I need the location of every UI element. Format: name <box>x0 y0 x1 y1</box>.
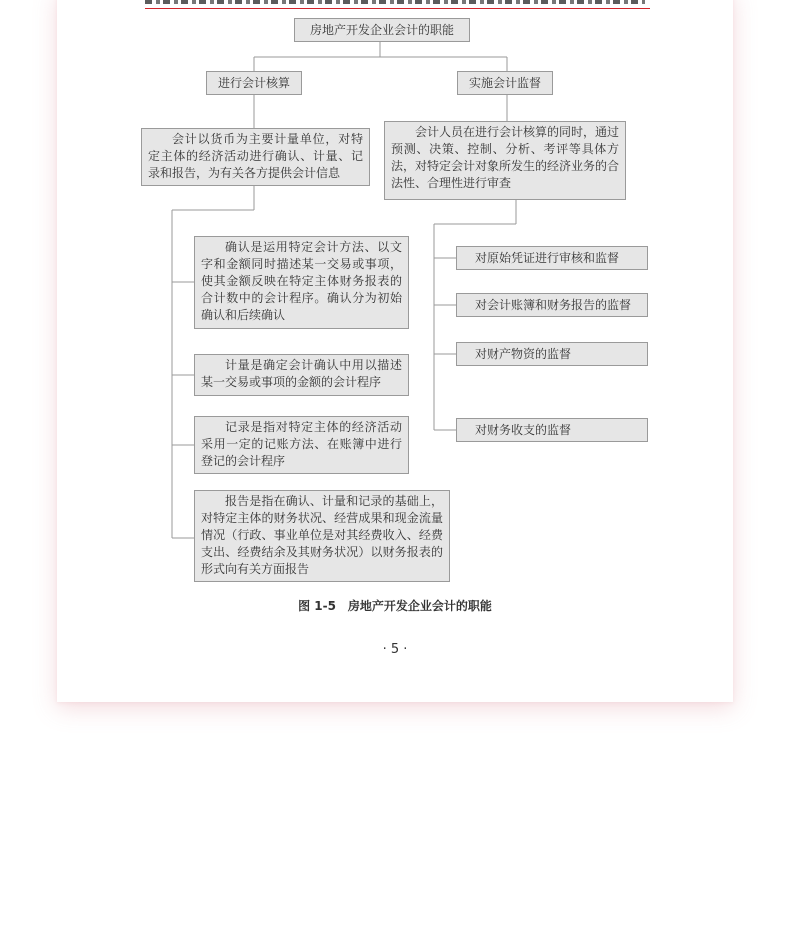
reporting-box: 报告是指在确认、计量和记录的基础上，对特定主体的财务状况、经营成果和现金流量情况（行政、事业单位是对其经费收入、经费支出、经费结余及其财务状况）以财务报表的形式向有关方面报告 <box>194 490 450 582</box>
original-voucher-supervision-box: 对原始凭证进行审核和监督 <box>456 246 648 270</box>
figure-caption <box>0 597 790 614</box>
supervision-description-box: 会计人员在进行会计核算的同时，通过预测、决策、控制、分析、考评等具体方法，对特定会计对象所发生的经济业务的合法性、合理性进行审查 <box>384 121 626 200</box>
accounting-description-box: 会计以货币为主要计量单位，对特定主体的经济活动进行确认、计量、记录和报告，为有关各方提供会计信息 <box>141 128 370 186</box>
measurement-box: 计量是确定会计确认中用以描述某一交易或事项的金额的会计程序 <box>194 354 409 396</box>
branch-accounting-box: 进行会计核算 <box>206 71 302 95</box>
recognition-box: 确认是运用特定会计方法、以文字和金额同时描述某一交易或事项，使其金额反映在特定主体财务报表的合计数中的会计程序。确认分为初始确认和后续确认 <box>194 236 409 329</box>
books-report-supervision-box: 对会计账簿和财务报告的监督 <box>456 293 648 317</box>
revenue-expense-supervision-box: 对财务收支的监督 <box>456 418 648 442</box>
branch-supervision-box: 实施会计监督 <box>457 71 553 95</box>
figure-title: 房地产开发企业会计的职能 <box>347 599 492 613</box>
recording-box: 记录是指对特定主体的经济活动采用一定的记账方法、在账簿中进行登记的会计程序 <box>194 416 409 474</box>
page-number: · 5 · <box>382 642 408 657</box>
property-supervision-box: 对财产物资的监督 <box>456 342 648 366</box>
figure-number: 图 1-5 <box>298 599 336 613</box>
root-box: 房地产开发企业会计的职能 <box>294 18 470 42</box>
